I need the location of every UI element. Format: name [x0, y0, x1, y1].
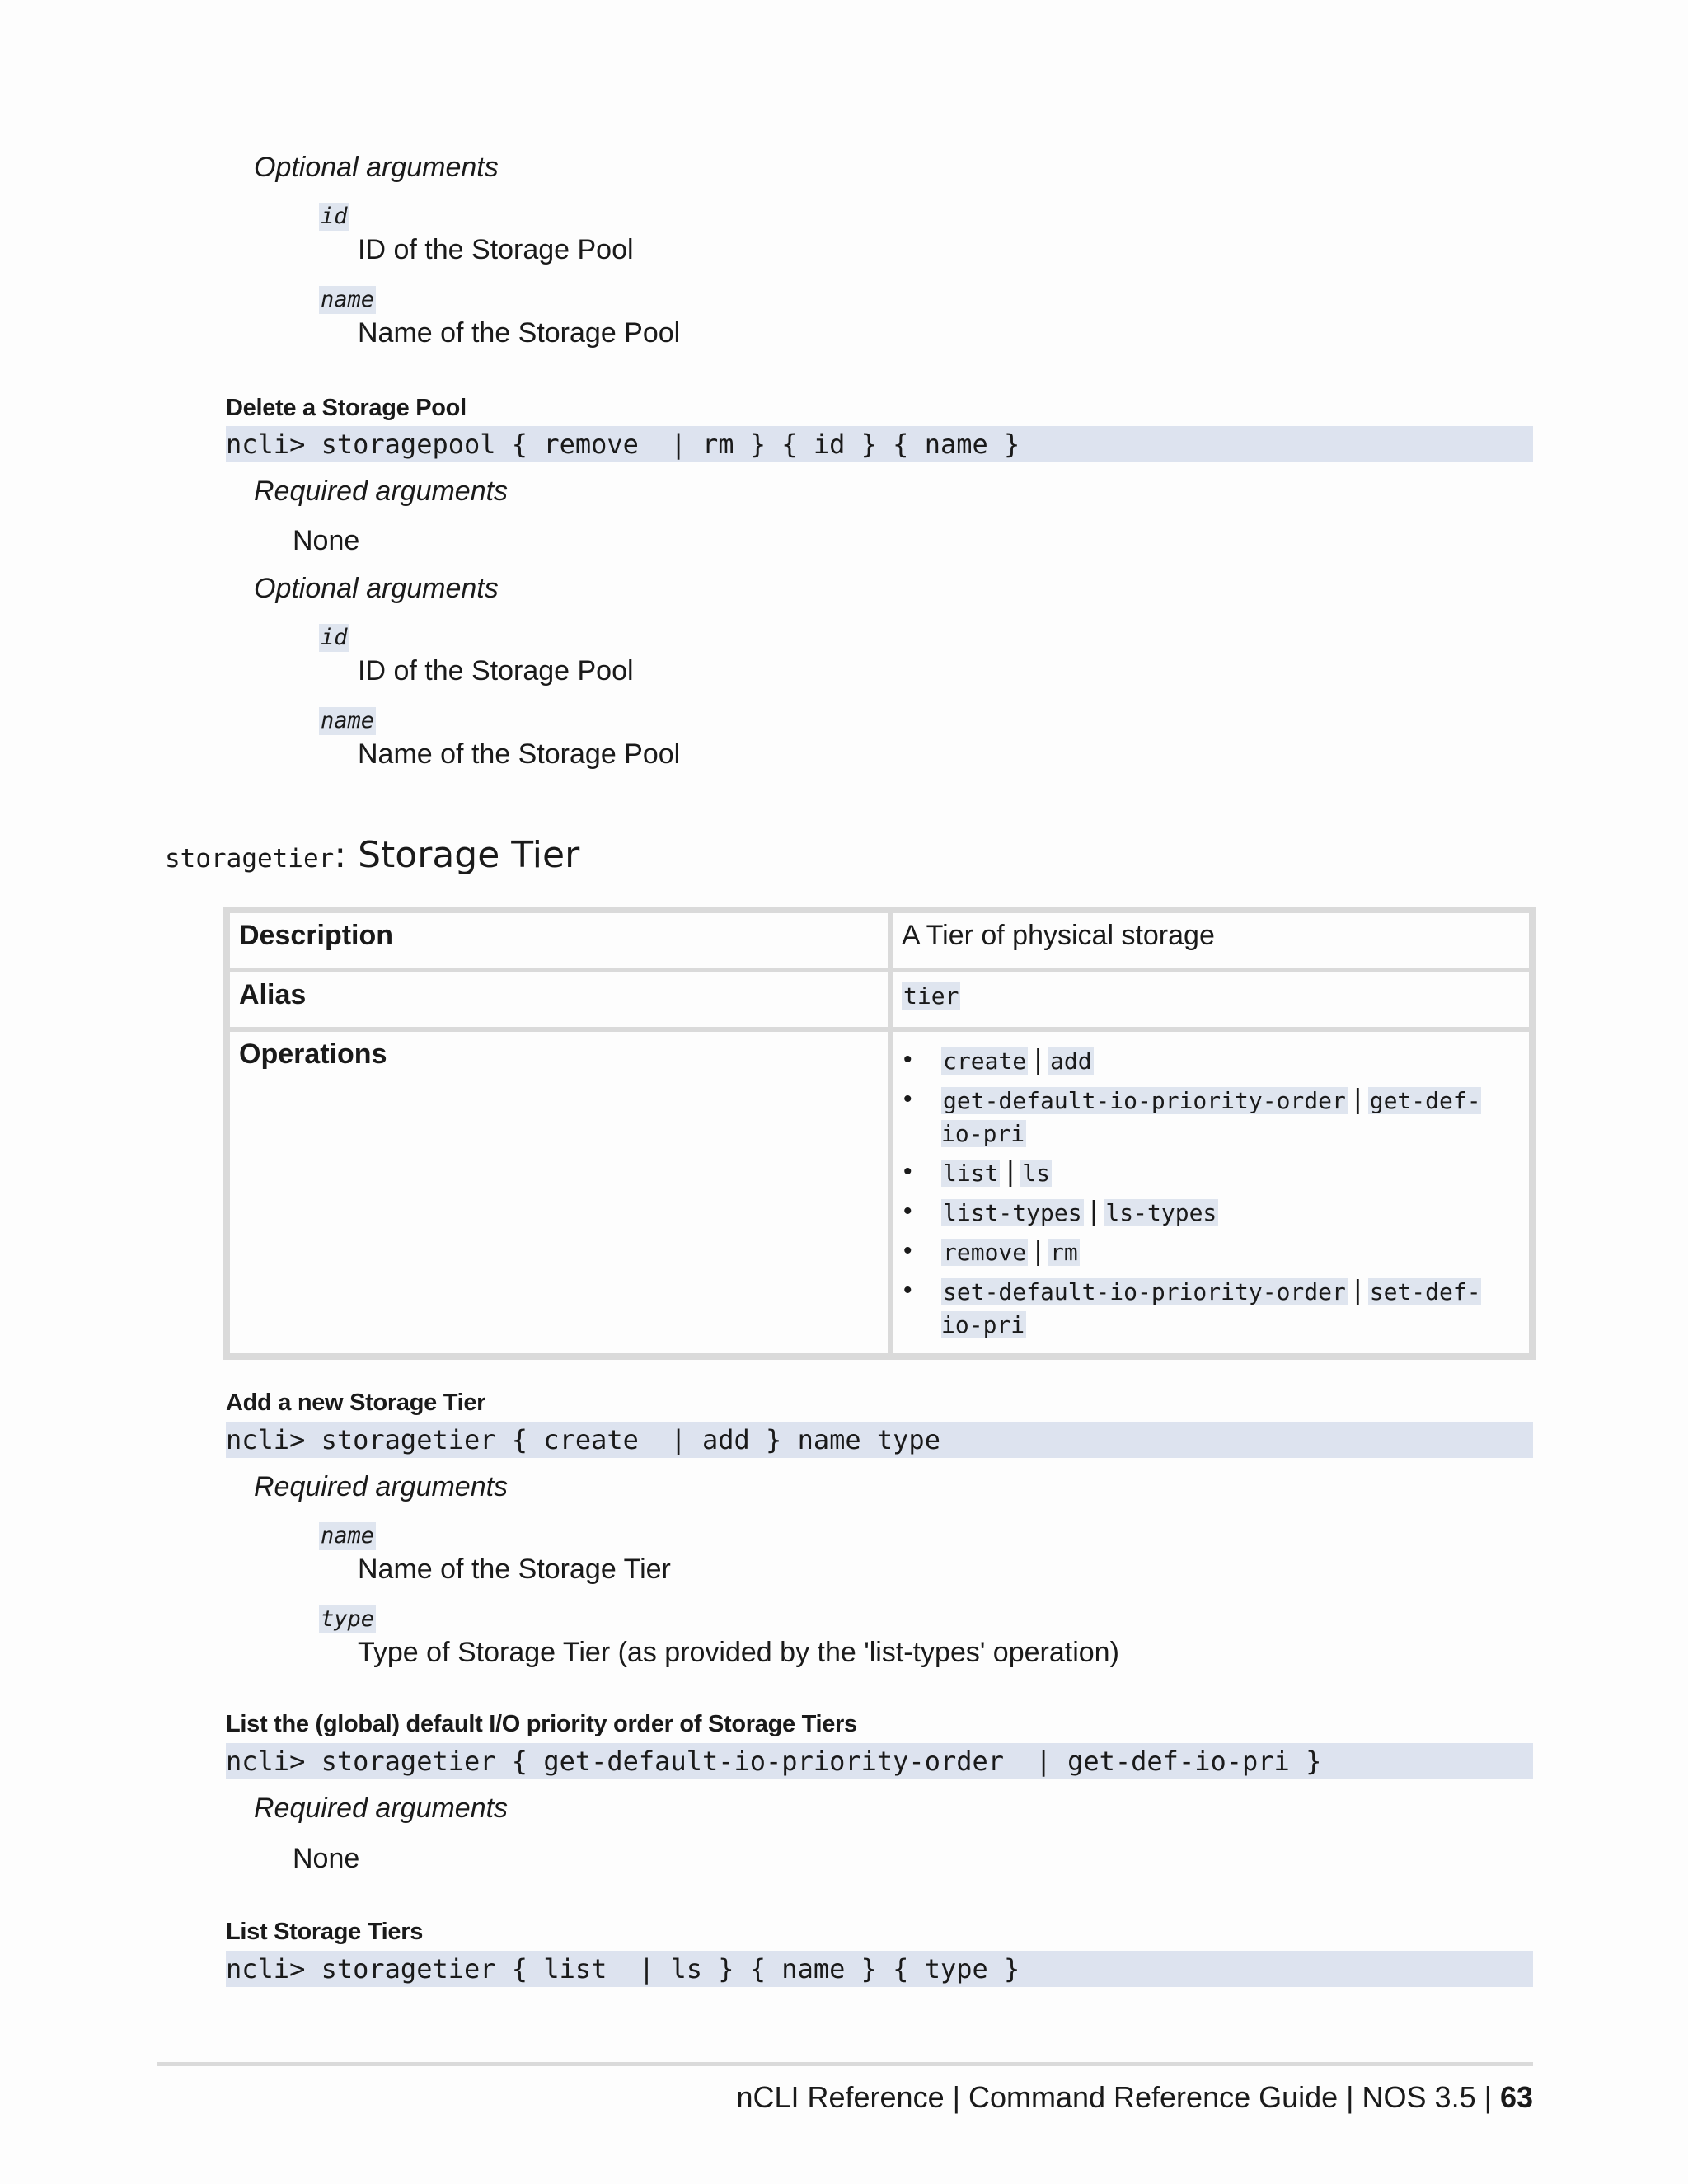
- op-separator: |: [1034, 1044, 1042, 1076]
- op-short: set-def-io-pri: [941, 1278, 1481, 1338]
- list-item: [902, 1083, 1520, 1151]
- operations-key: Operations: [227, 1029, 890, 1356]
- list-tiers-command: ncli> storagetier { list | ls } { name } { type }: [226, 1951, 1533, 1987]
- op-long: list-types: [943, 1199, 1082, 1226]
- arg-desc-name: Name of the Storage Tier: [358, 1554, 671, 1585]
- add-tier-heading: Add a new Storage Tier: [226, 1390, 486, 1416]
- op-long: create: [943, 1047, 1027, 1075]
- table-row: [227, 911, 1531, 970]
- op-long: get-default-io-priority-order: [943, 1087, 1346, 1114]
- arg-name-name: name: [321, 1523, 375, 1549]
- op-short: ls-types: [1105, 1199, 1217, 1226]
- optional-arguments-label: Optional arguments: [254, 573, 499, 604]
- list-item: [902, 1155, 1520, 1190]
- required-none: None: [293, 1843, 360, 1874]
- alias-key: Alias: [227, 970, 890, 1029]
- op-separator: |: [1006, 1156, 1015, 1188]
- footer-text: nCLI Reference | Command Reference Guide | NOS 3.5 |: [736, 2080, 1500, 2114]
- delete-pool-heading: Delete a Storage Pool: [226, 395, 467, 421]
- list-tiers-heading: List Storage Tiers: [226, 1919, 424, 1945]
- operations-list: [902, 1043, 1520, 1342]
- op-separator: |: [1034, 1235, 1042, 1267]
- description-value: A Tier of physical storage: [890, 911, 1531, 970]
- arg-name-type: type: [321, 1606, 375, 1632]
- list-item: [902, 1235, 1520, 1269]
- op-long: remove: [943, 1239, 1027, 1266]
- arg-name-id: id: [321, 204, 348, 229]
- arg-desc-type: Type of Storage Tier (as provided by the 'list-types' operation): [358, 1637, 1119, 1668]
- required-arguments-label: Required arguments: [254, 1471, 509, 1502]
- required-arguments-label: Required arguments: [254, 1793, 509, 1824]
- table-row: [227, 1029, 1531, 1356]
- op-long: list: [943, 1160, 999, 1187]
- op-separator: |: [1090, 1196, 1098, 1227]
- required-none: None: [293, 525, 360, 556]
- section-title-code: storagetier: [165, 844, 335, 874]
- op-separator: |: [1353, 1275, 1362, 1306]
- description-key: Description: [227, 911, 890, 970]
- list-item: [902, 1043, 1520, 1078]
- required-arguments-label: Required arguments: [254, 476, 509, 507]
- list-item: [902, 1195, 1520, 1230]
- op-separator: |: [1353, 1084, 1362, 1115]
- alias-cell: [890, 970, 1531, 1029]
- arg-name-id: id: [321, 625, 348, 650]
- delete-pool-command: ncli> storagepool { remove | rm } { id } { name }: [226, 426, 1533, 462]
- footer-divider: [157, 2062, 1533, 2066]
- optional-arguments-label: Optional arguments: [254, 152, 499, 183]
- op-short: get-def-io-pri: [941, 1087, 1481, 1147]
- default-order-command: ncli> storagetier { get-default-io-priority-order | get-def-io-pri }: [226, 1743, 1533, 1779]
- table-row: [227, 970, 1531, 1029]
- section-title-text: : Storage Tier: [334, 834, 580, 876]
- op-short: ls: [1022, 1160, 1050, 1187]
- arg-desc-id: ID of the Storage Pool: [358, 234, 634, 265]
- alias-value: tier: [903, 982, 959, 1010]
- add-tier-command: ncli> storagetier { create | add } name type: [226, 1422, 1533, 1458]
- arg-desc-name: Name of the Storage Pool: [358, 317, 681, 349]
- arg-desc-name: Name of the Storage Pool: [358, 738, 681, 770]
- list-item: [902, 1274, 1520, 1342]
- section-title: [165, 834, 579, 876]
- operations-cell: [890, 1029, 1531, 1356]
- op-long: set-default-io-priority-order: [943, 1278, 1346, 1305]
- storagetier-info-table: [223, 907, 1536, 1360]
- arg-desc-id: ID of the Storage Pool: [358, 655, 634, 687]
- page-footer: [736, 2080, 1533, 2115]
- arg-name-name: name: [321, 708, 375, 733]
- op-short: rm: [1050, 1239, 1078, 1266]
- op-short: add: [1050, 1047, 1092, 1075]
- page-number: 63: [1499, 2080, 1533, 2114]
- default-order-heading: List the (global) default I/O priority order of Storage Tiers: [226, 1711, 857, 1737]
- arg-name-name: name: [321, 287, 375, 312]
